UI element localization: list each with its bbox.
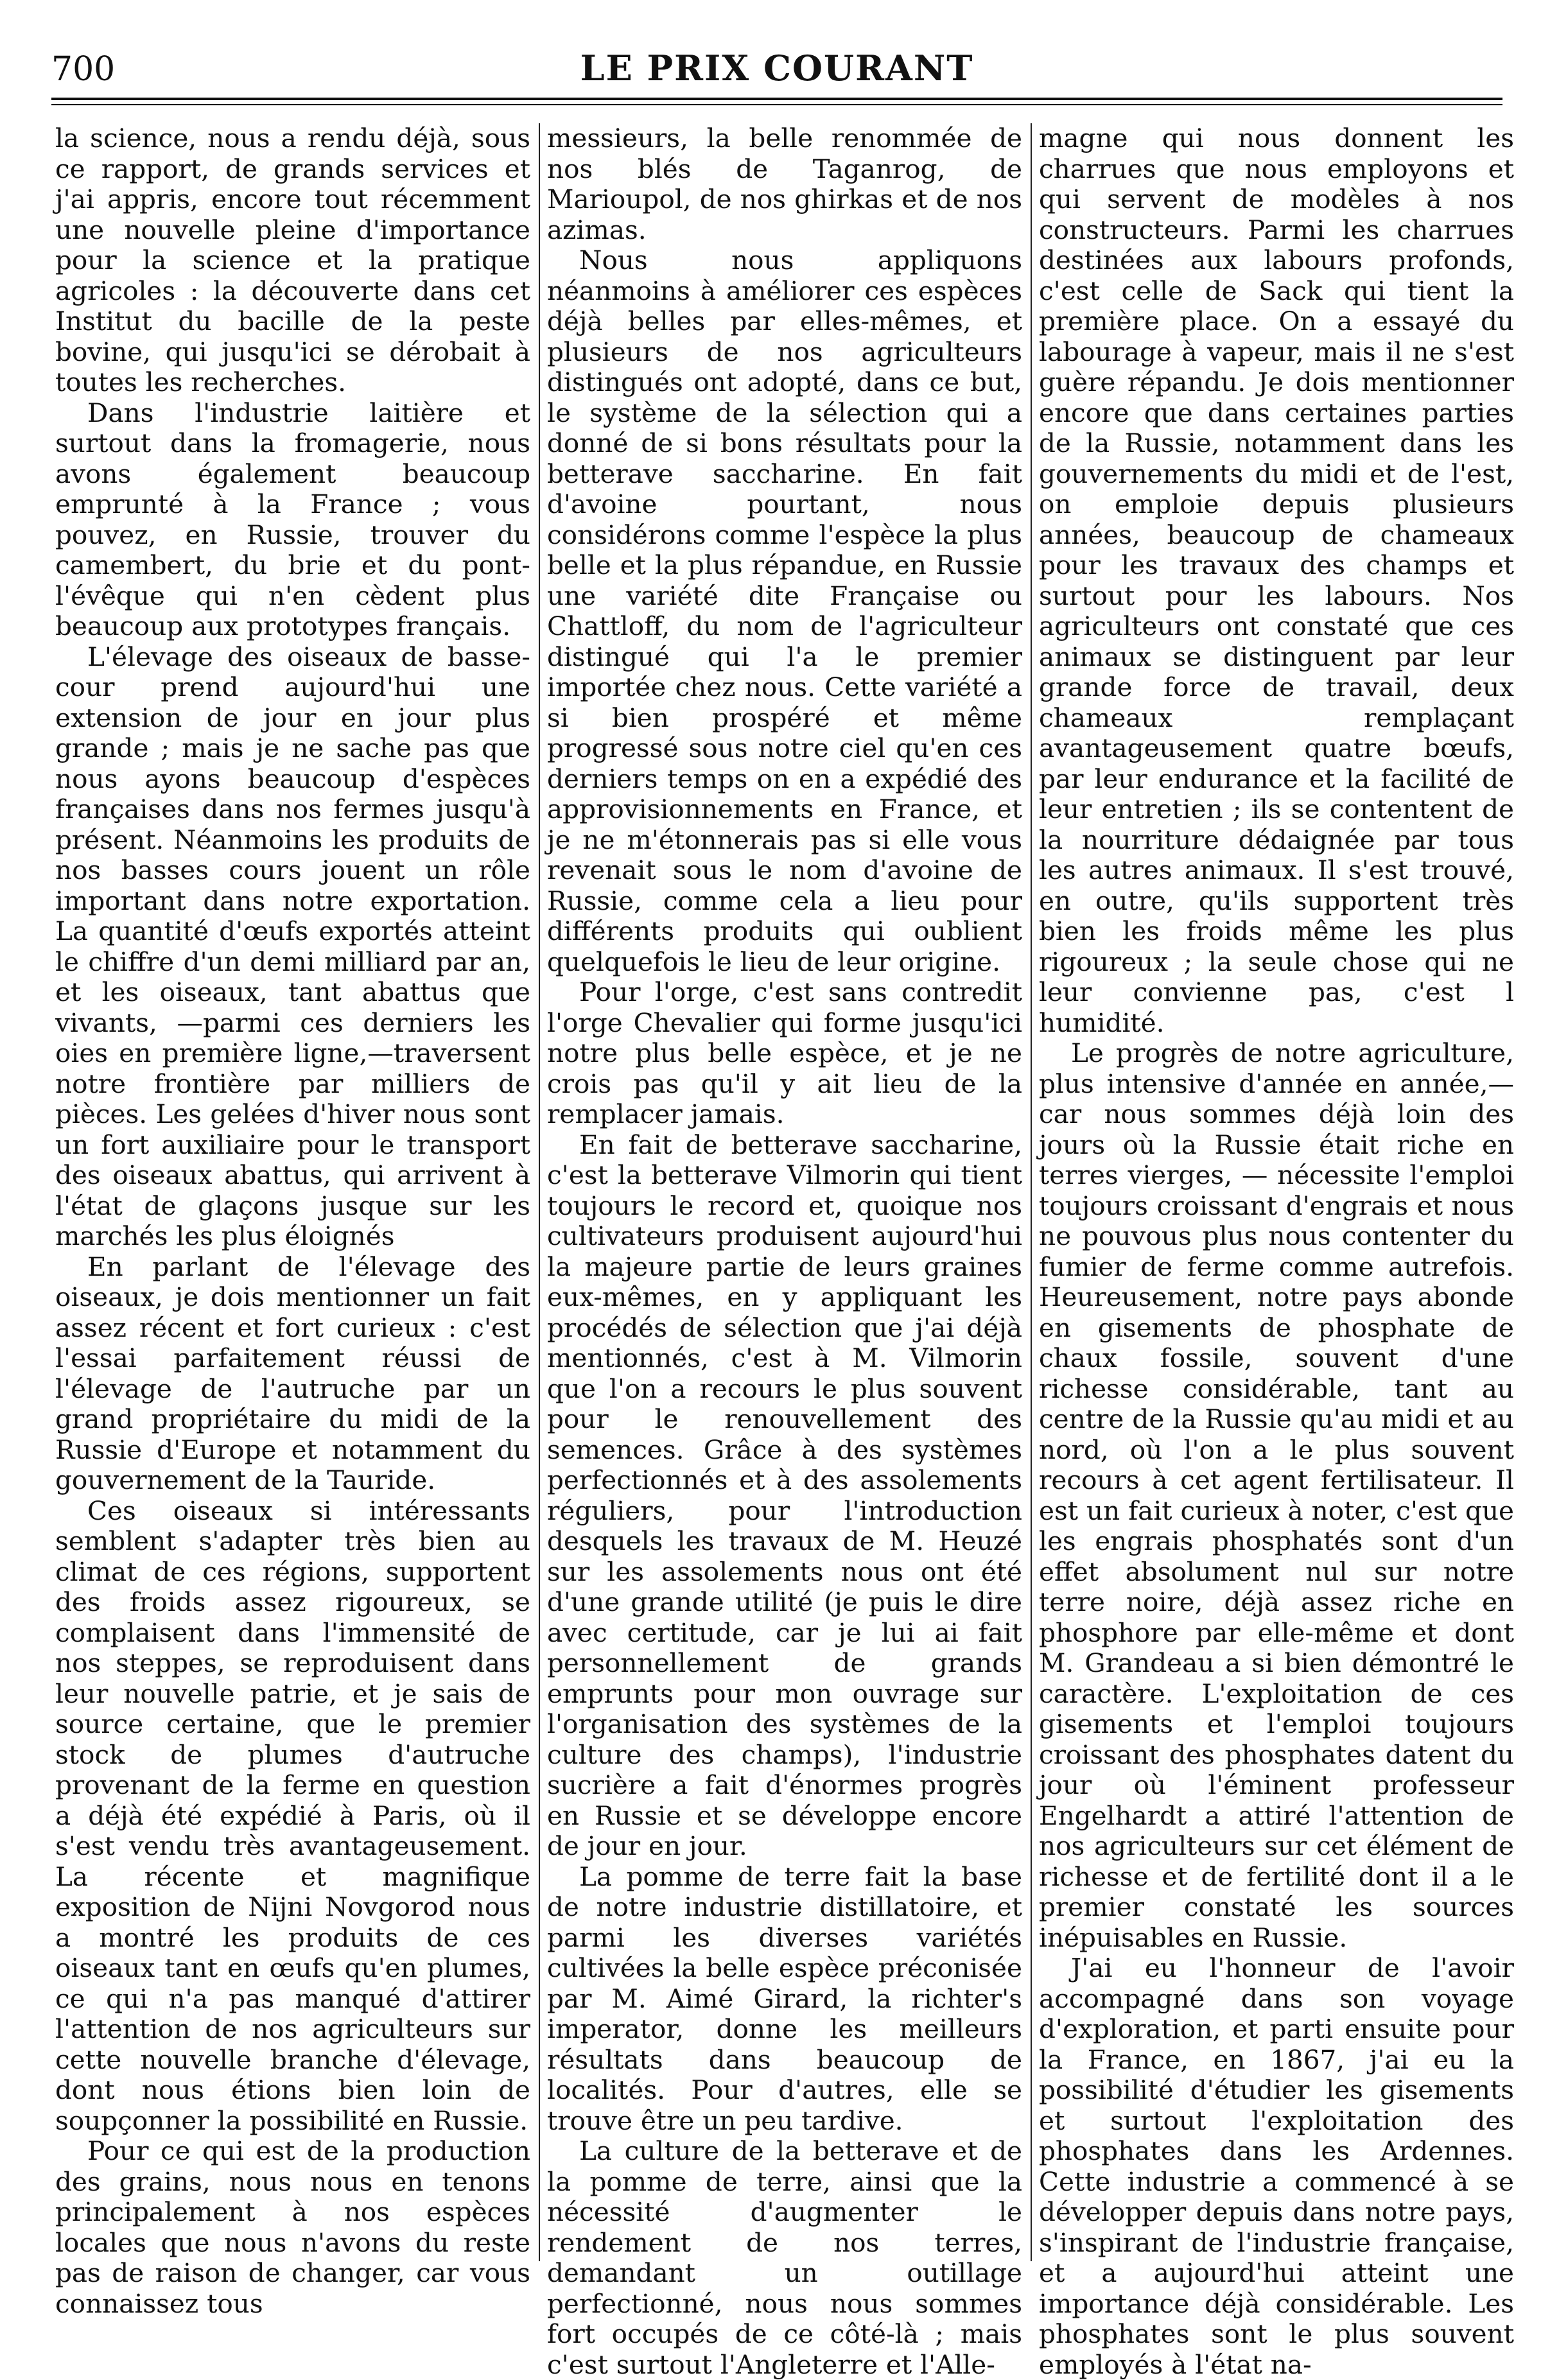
column-divider xyxy=(1031,123,1032,2261)
page-header xyxy=(51,45,1502,96)
paragraph: Pour l'orge, c'est sans contredit l'orge Chevalier qui forme jusqu'ici notre plus belle espèce, et je ne crois pas qu'il y ait lieu de la remplacer jamais. xyxy=(547,977,1022,1129)
paragraph: En parlant de l'élevage des oiseaux, je dois mentionner un fait assez récent et fort curieux : c'est l'essai parfaitement réussi de l'élevage de l'autruche par un grand propriétaire du midi de la Russie d'Europe et notamment du gouvernement de la Tauride. xyxy=(55,1251,530,1495)
column-divider xyxy=(539,123,540,2261)
header-rule-thin xyxy=(51,104,1502,105)
paragraph: Le progrès de notre agriculture, plus intensive d'année en année,— car nous sommes déjà loin des jours où la Russie était riche en terres vierges, — nécessite l'emploi toujours croissant d'engrais et nous ne pouvous plus nous contenter du fumier de ferme comme autrefois. Heureusement, notre pays abonde en gisements de phosphate de chaux fossile, souvent d'une richesse considérable, tant au centre de la Russie qu'au midi et au nord, où l'on a le plus souvent recours à cet agent fertilisateur. Il est un fait curieux à noter, c'est que les engrais phosphatés sont d'un effet absolument nul sur notre terre noire, déjà assez riche en phosphore par elle-même et dont M. Grandeau a si bien démontré le caractère. L'exploitation de ces gisements et l'emploi toujours croissant des phosphates datent du jour où l'éminent professeur Engelhardt a attiré l'attention de nos agriculteurs sur cet élément de richesse et de fertilité dont il a le premier constaté les sources inépuisables en Russie. xyxy=(1039,1038,1514,1953)
paragraph: Nous nous appliquons néanmoins à améliorer ces espèces déjà belles par elles-mêmes, et plusieurs de nos agriculteurs distingués ont adopté, dans ce but, le système de la sélection qui a donné de si bons résultats pour la betterave saccharine. En fait d'avoine pourtant, nous considérons comme l'espèce la plus belle et la plus répandue, en Russie une variété dite Française ou Chattloff, du nom de l'agriculteur distingué qui l'a le premier importée chez nous. Cette variété a si bien prospéré et même progressé sous notre ciel qu'en ces derniers temps on en a expédié des approvisionnements en France, et je ne m'étonnerais pas si elle vous revenait sous le nom d'avoine de Russie, comme cela a lieu pour différents produits qui oublient quelquefois le lieu de leur origine. xyxy=(547,245,1022,977)
paragraph: Dans l'industrie laitière et surtout dans la fromagerie, nous avons également beaucoup emprunté à la France ; vous pouvez, en Russie, trouver du camembert, du brie et du pont-l'évêque qui n'en cèdent plus beaucoup aux prototypes français. xyxy=(55,397,530,641)
paragraph: magne qui nous donnent les charrues que nous employons et qui servent de modèles à nos constructeurs. Parmi les charrues destinées aux labours profonds, c'est celle de Sack qui tient la première place. On a essayé du labourage à vapeur, mais il ne s'est guère répandu. Je dois mentionner encore que dans certaines parties de la Russie, notamment dans les gouvernements du midi et de l'est, on emploie depuis plusieurs années, beaucoup de chameaux pour les travaux des champs et surtout pour les labours. Nos agriculteurs ont constaté que ces animaux se distinguent par leur grande force de travail, deux chameaux remplaçant avantageusement quatre bœufs, par leur endurance et la facilité de leur entretien ; ils se contentent de la nourriture dédaignée par tous les autres animaux. Il s'est trouvé, en outre, qu'ils supportent très bien les froids même les plus rigoureux ; la seule chose qui ne leur convienne pas, c'est l humidité. xyxy=(1039,123,1514,1038)
column-1 xyxy=(55,123,530,2319)
page-number: 700 xyxy=(51,50,116,89)
paragraph: messieurs, la belle renommée de nos blés de Taganrog, de Marioupol, de nos ghirkas et de nos azimas. xyxy=(547,123,1022,245)
paragraph: En fait de betterave saccharine, c'est la betterave Vilmorin qui tient toujours le record et, quoique nos cultivateurs produisent aujourd'hui la majeure partie de leurs graines eux-mêmes, en y appliquant les procédés de sélection que j'ai déjà mentionnés, c'est à M. Vilmorin que l'on a recours le plus souvent pour le renouvellement des semences. Grâce à des systèmes perfectionnés et à des assolements réguliers, pour l'introduction desquels les travaux de M. Heuzé sur les assolements nous ont été d'une grande utilité (je puis le dire avec certitude, car je lui ai fait personnellement de grands emprunts pour mon ouvrage sur l'organisation des systèmes de la culture des champs), l'industrie sucrière a fait d'énormes progrès en Russie et se développe encore de jour en jour. xyxy=(547,1129,1022,1861)
paragraph: J'ai eu l'honneur de l'avoir accompagné dans son voyage d'exploration, et parti ensuite pour la France, en 1867, j'ai eu la possibilité d'étudier les gisements et surtout l'exploitation des phosphates dans les Ardennes. Cette industrie a commencé à se développer depuis dans notre pays, s'inspirant de l'industrie française, et a aujourd'hui atteint une importance déjà considérable. Les phosphates sont le plus souvent employés à l'état na- xyxy=(1039,1952,1514,2380)
paragraph: La culture de la betterave et de la pomme de terre, ainsi que la nécessité d'augmenter le rendement de nos terres, demandant un outillage perfectionné, nous nous sommes fort occupés de ce côté-là ; mais c'est surtout l'Angleterre et l'Alle- xyxy=(547,2135,1022,2380)
paragraph: L'élevage des oiseaux de basse-cour prend aujourd'hui une extension de jour en jour plus grande ; mais je ne sache pas que nous ayons beaucoup d'espèces françaises dans nos fermes jusqu'à présent. Néanmoins les produits de nos basses cours jouent un rôle important dans notre exportation. La quantité d'œufs exportés atteint le chiffre d'un demi milliard par an, et les oiseaux, tant abattus que vivants, —parmi ces derniers les oies en première ligne,—traversent notre frontière par milliers de pièces. Les gelées d'hiver nous sont un fort auxiliaire pour le transport des oiseaux abattus, qui arrivent à l'état de glaçons jusque sur les marchés les plus éloignés xyxy=(55,641,530,1251)
journal-title: LE PRIX COURANT xyxy=(580,48,974,89)
paragraph: la science, nous a rendu déjà, sous ce rapport, de grands services et j'ai appris, encore tout récemment une nouvelle pleine d'importance pour la science et la pratique agricoles : la découverte dans cet Institut du bacille de la peste bovine, qui jusqu'ici se dérobait à toutes les recherches. xyxy=(55,123,530,397)
column-2 xyxy=(547,123,1022,2380)
paragraph: Pour ce qui est de la production des grains, nous nous en tenons principalement à nos espèces locales que nous n'avons du reste pas de raison de changer, car vous connaissez tous xyxy=(55,2135,530,2319)
column-3 xyxy=(1039,123,1514,2380)
paragraph: Ces oiseaux si intéressants semblent s'adapter très bien au climat de ces régions, supportent des froids assez rigoureux, se complaisent dans l'immensité de nos steppes, se reproduisent dans leur nouvelle patrie, et je sais de source certaine, que le premier stock de plumes d'autruche provenant de la ferme en question a déjà été expédié à Paris, où il s'est vendu très avantageusement. La récente et magnifique exposition de Nijni Novgorod nous a montré les produits de ces oiseaux tant en œufs qu'en plumes, ce qui n'a pas manqué d'attirer l'attention de nos agriculteurs sur cette nouvelle branche d'élevage, dont nous étions bien loin de soupçonner la possibilité en Russie. xyxy=(55,1495,530,2136)
header-rule xyxy=(51,98,1502,100)
paragraph: La pomme de terre fait la base de notre industrie distillatoire, et parmi les diverses variétés cultivées la belle espèce préconisée par M. Aimé Girard, la richter's imperator, donne les meilleurs résultats dans beaucoup de localités. Pour d'autres, elle se trouve être un peu tardive. xyxy=(547,1861,1022,2136)
